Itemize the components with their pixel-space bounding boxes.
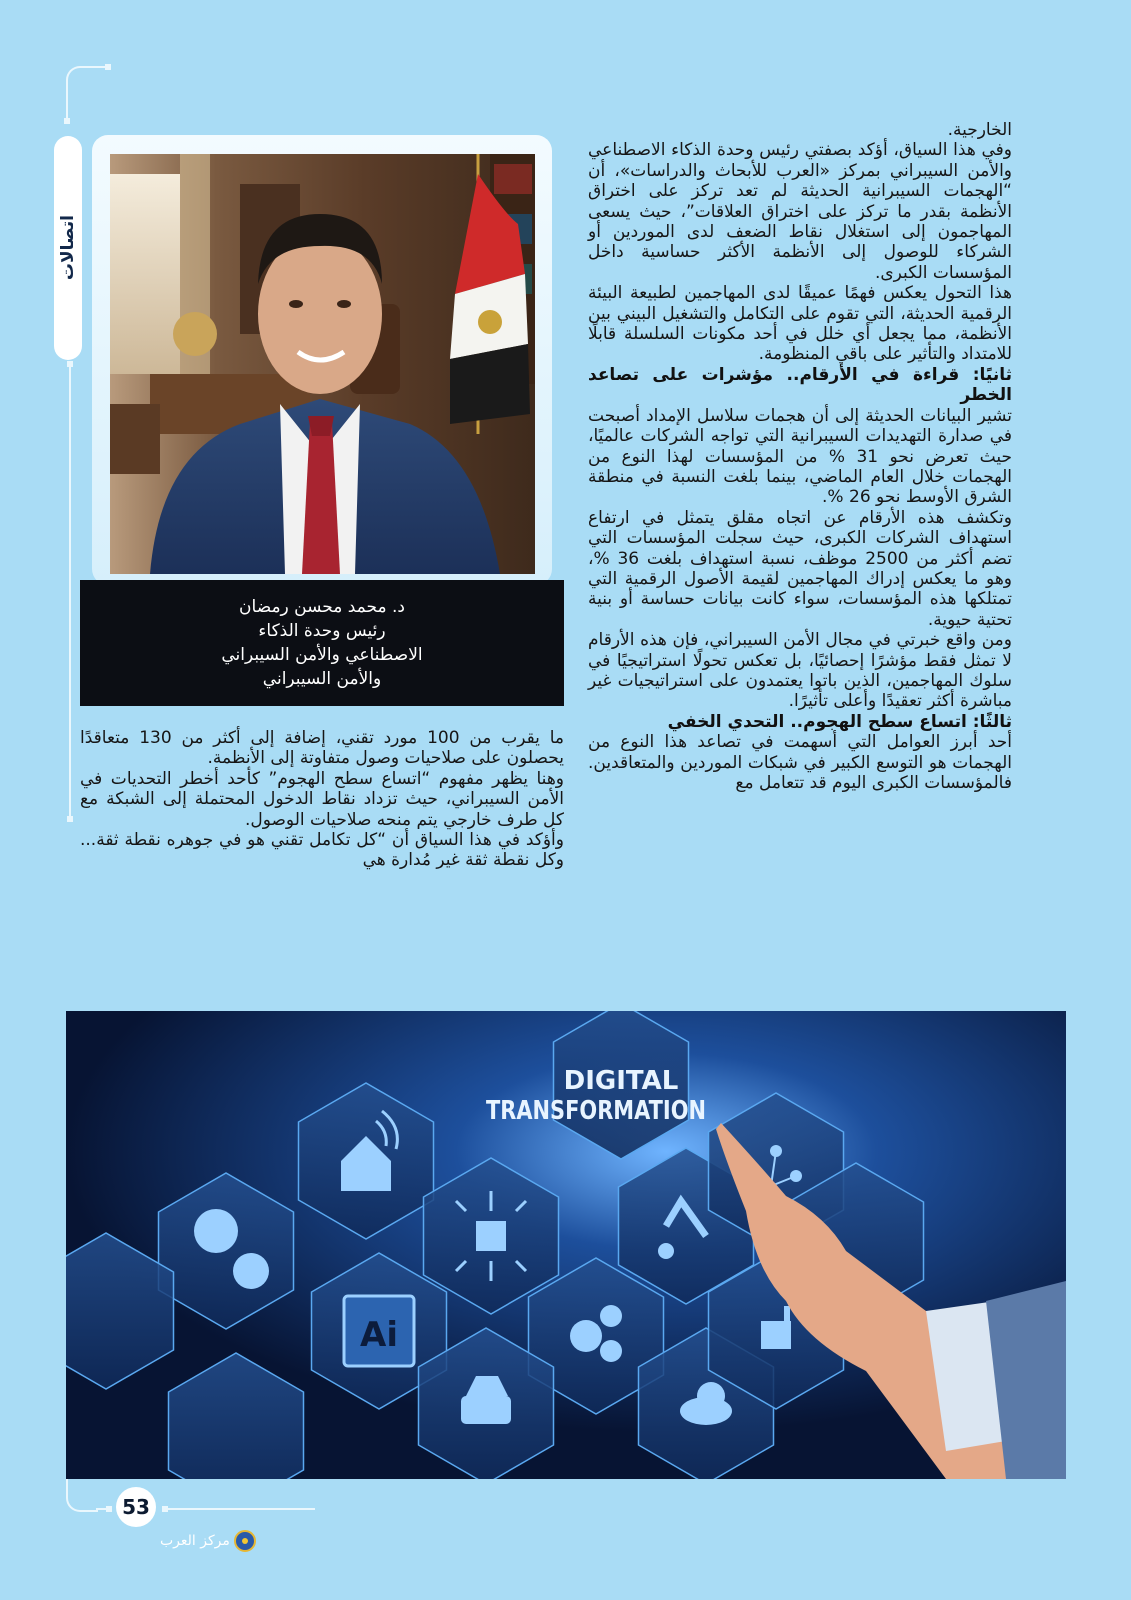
decorative-dot <box>162 1506 168 1512</box>
banner-illustration <box>66 1011 1066 1479</box>
portrait-photo <box>110 154 535 574</box>
page-number: 53 <box>116 1487 156 1527</box>
digital-transformation-banner <box>66 1011 1066 1479</box>
banner-headline-line2: TRANSFORMATION <box>486 1096 706 1126</box>
ai-chip-icon <box>344 1296 414 1366</box>
section-tab-label: اتصالات <box>58 215 78 281</box>
section-tab <box>54 136 82 360</box>
svg-text:Ai: Ai <box>360 1315 398 1355</box>
section-heading: ثالثًا: اتساع سطح الهجوم.. التحدي الخفي <box>667 711 1012 732</box>
decorative-dot <box>106 1506 112 1512</box>
caption-title-line: الاصطناعي والأمن السيبراني <box>221 645 423 665</box>
decorative-line-left-long <box>69 363 71 818</box>
paragraph: وأؤكد في هذا السياق أن “كل تكامل تقني هو في جوهره نقطة ثقة... وكل نقطة ثقة غير مُدارة هي <box>80 830 564 871</box>
decorative-line-top <box>80 66 106 68</box>
paragraph: الخارجية. <box>947 120 1012 140</box>
paragraph: تشير البيانات الحديثة إلى أن هجمات سلاسل الإمداد أصبحت في صدارة التهديدات السيبرانية التي تواجه الشركات عالميًا، حيث تعرض نحو 31 % من المؤسسات لهذا النوع من الهجمات خلال العام الماضي، بينما بلغت النسبة في منطقة الشرق الأوسط نحو 26 %. <box>588 405 1012 508</box>
globe <box>173 312 217 356</box>
paragraph: أحد أبرز العوامل التي أسهمت في تصاعد هذا النوع من الهجمات هو التوسع الكبير في شبكات الموردين والمتعاقدين. فالمؤسسات الكبرى اليوم قد تتعامل مع <box>588 732 1012 793</box>
decorative-dot <box>105 64 111 70</box>
banner-headline-line1: DIGITAL <box>563 1066 679 1096</box>
paragraph: وتكشف هذه الأرقام عن اتجاه مقلق يتمثل في ارتفاع استهداف الشركات الكبرى، حيث سجلت المؤسسات التي تضم أكثر من 2500 موظف، نسبة استهداف بلغت 36 %، وهو ما يعكس إدراك المهاجمين لقيمة الأصول الرقمية التي تمتلكها هذه المؤسسات، سواء كانت بيانات حساسة أو بنية تحتية حيوية. <box>588 507 1013 630</box>
window <box>110 174 180 374</box>
decorative-curve-top <box>66 66 108 108</box>
brand-name: مركز العرب <box>160 1533 230 1549</box>
decorative-dot <box>67 361 73 367</box>
caption-name: د. محمد محسن رمضان <box>239 597 405 617</box>
paragraph: ما يقرب من 100 مورد تقني، إضافة إلى أكثر من 130 متعاقدًا يحصلون على صلاحيات وصول متفاوتة إلى الأنظمة. <box>80 728 565 769</box>
brand-logo-icon <box>234 1530 256 1552</box>
decorative-dot <box>64 118 70 124</box>
photo-caption <box>80 580 564 706</box>
paragraph: وهنا يظهر مفهوم “اتساع سطح الهجوم” كأحد أخطر التحديات في الأمن السيبراني، حيث تزداد نقاط الدخول المحتملة إلى الشبكة مع كل طرف خارجي يتم منحه صلاحيات الوصول. <box>80 768 564 830</box>
decorative-line-bottom-right <box>165 1508 315 1510</box>
paragraph: ومن واقع خبرتي في مجال الأمن السيبراني، فإن هذه الأرقام لا تمثل فقط مؤشرًا إحصائيًا، بل تعكس تحولًا استراتيجيًا في سلوك المهاجمين، الذين باتوا يعتمدون على استراتيجيات غير مباشرة أكثر تعقيدًا وأعلى تأثيرًا. <box>588 630 1012 712</box>
caption-title-line: رئيس وحدة الذكاء <box>258 621 386 641</box>
paragraph: هذا التحول يعكس فهمًا عميقًا لدى المهاجمين لطبيعة البيئة الرقمية الحديثة، التي تقوم على التكامل والتشغيل البيني بين الأنظمة، مما يجعل أي خلل في أحد مكونات السلسلة قابلًا للامتداد والتأثير على باقي المنظومة. <box>588 283 1012 365</box>
portrait-illustration <box>110 154 535 574</box>
article-column-left <box>80 728 564 871</box>
paragraph: وفي هذا السياق، أؤكد بصفتي رئيس وحدة الذكاء الاصطناعي والأمن السيبراني بمركز «العرب للأبحاث والدراسات»، أن “الهجمات السيبرانية الحديثة لم تعد تركز على اختراق الأنظمة بقدر ما تركز على اختراق العلاقات”، حيث يسعى المهاجمون إلى استغلال نقاط الضعف لدى الموردين أو الشركاء للوصول إلى الأنظمة الأكثر حساسية داخل المؤسسات الكبرى. <box>588 140 1012 283</box>
caption-title-line: والأمن السيبراني <box>262 669 382 689</box>
decorative-dot <box>67 816 73 822</box>
decorative-line-left <box>66 80 68 120</box>
article-column-right <box>588 120 1012 793</box>
section-heading: ثانيًا: قراءة في الأرقام.. مؤشرات على تصاعد الخطر <box>588 364 1012 406</box>
brand-footer <box>160 1530 256 1552</box>
